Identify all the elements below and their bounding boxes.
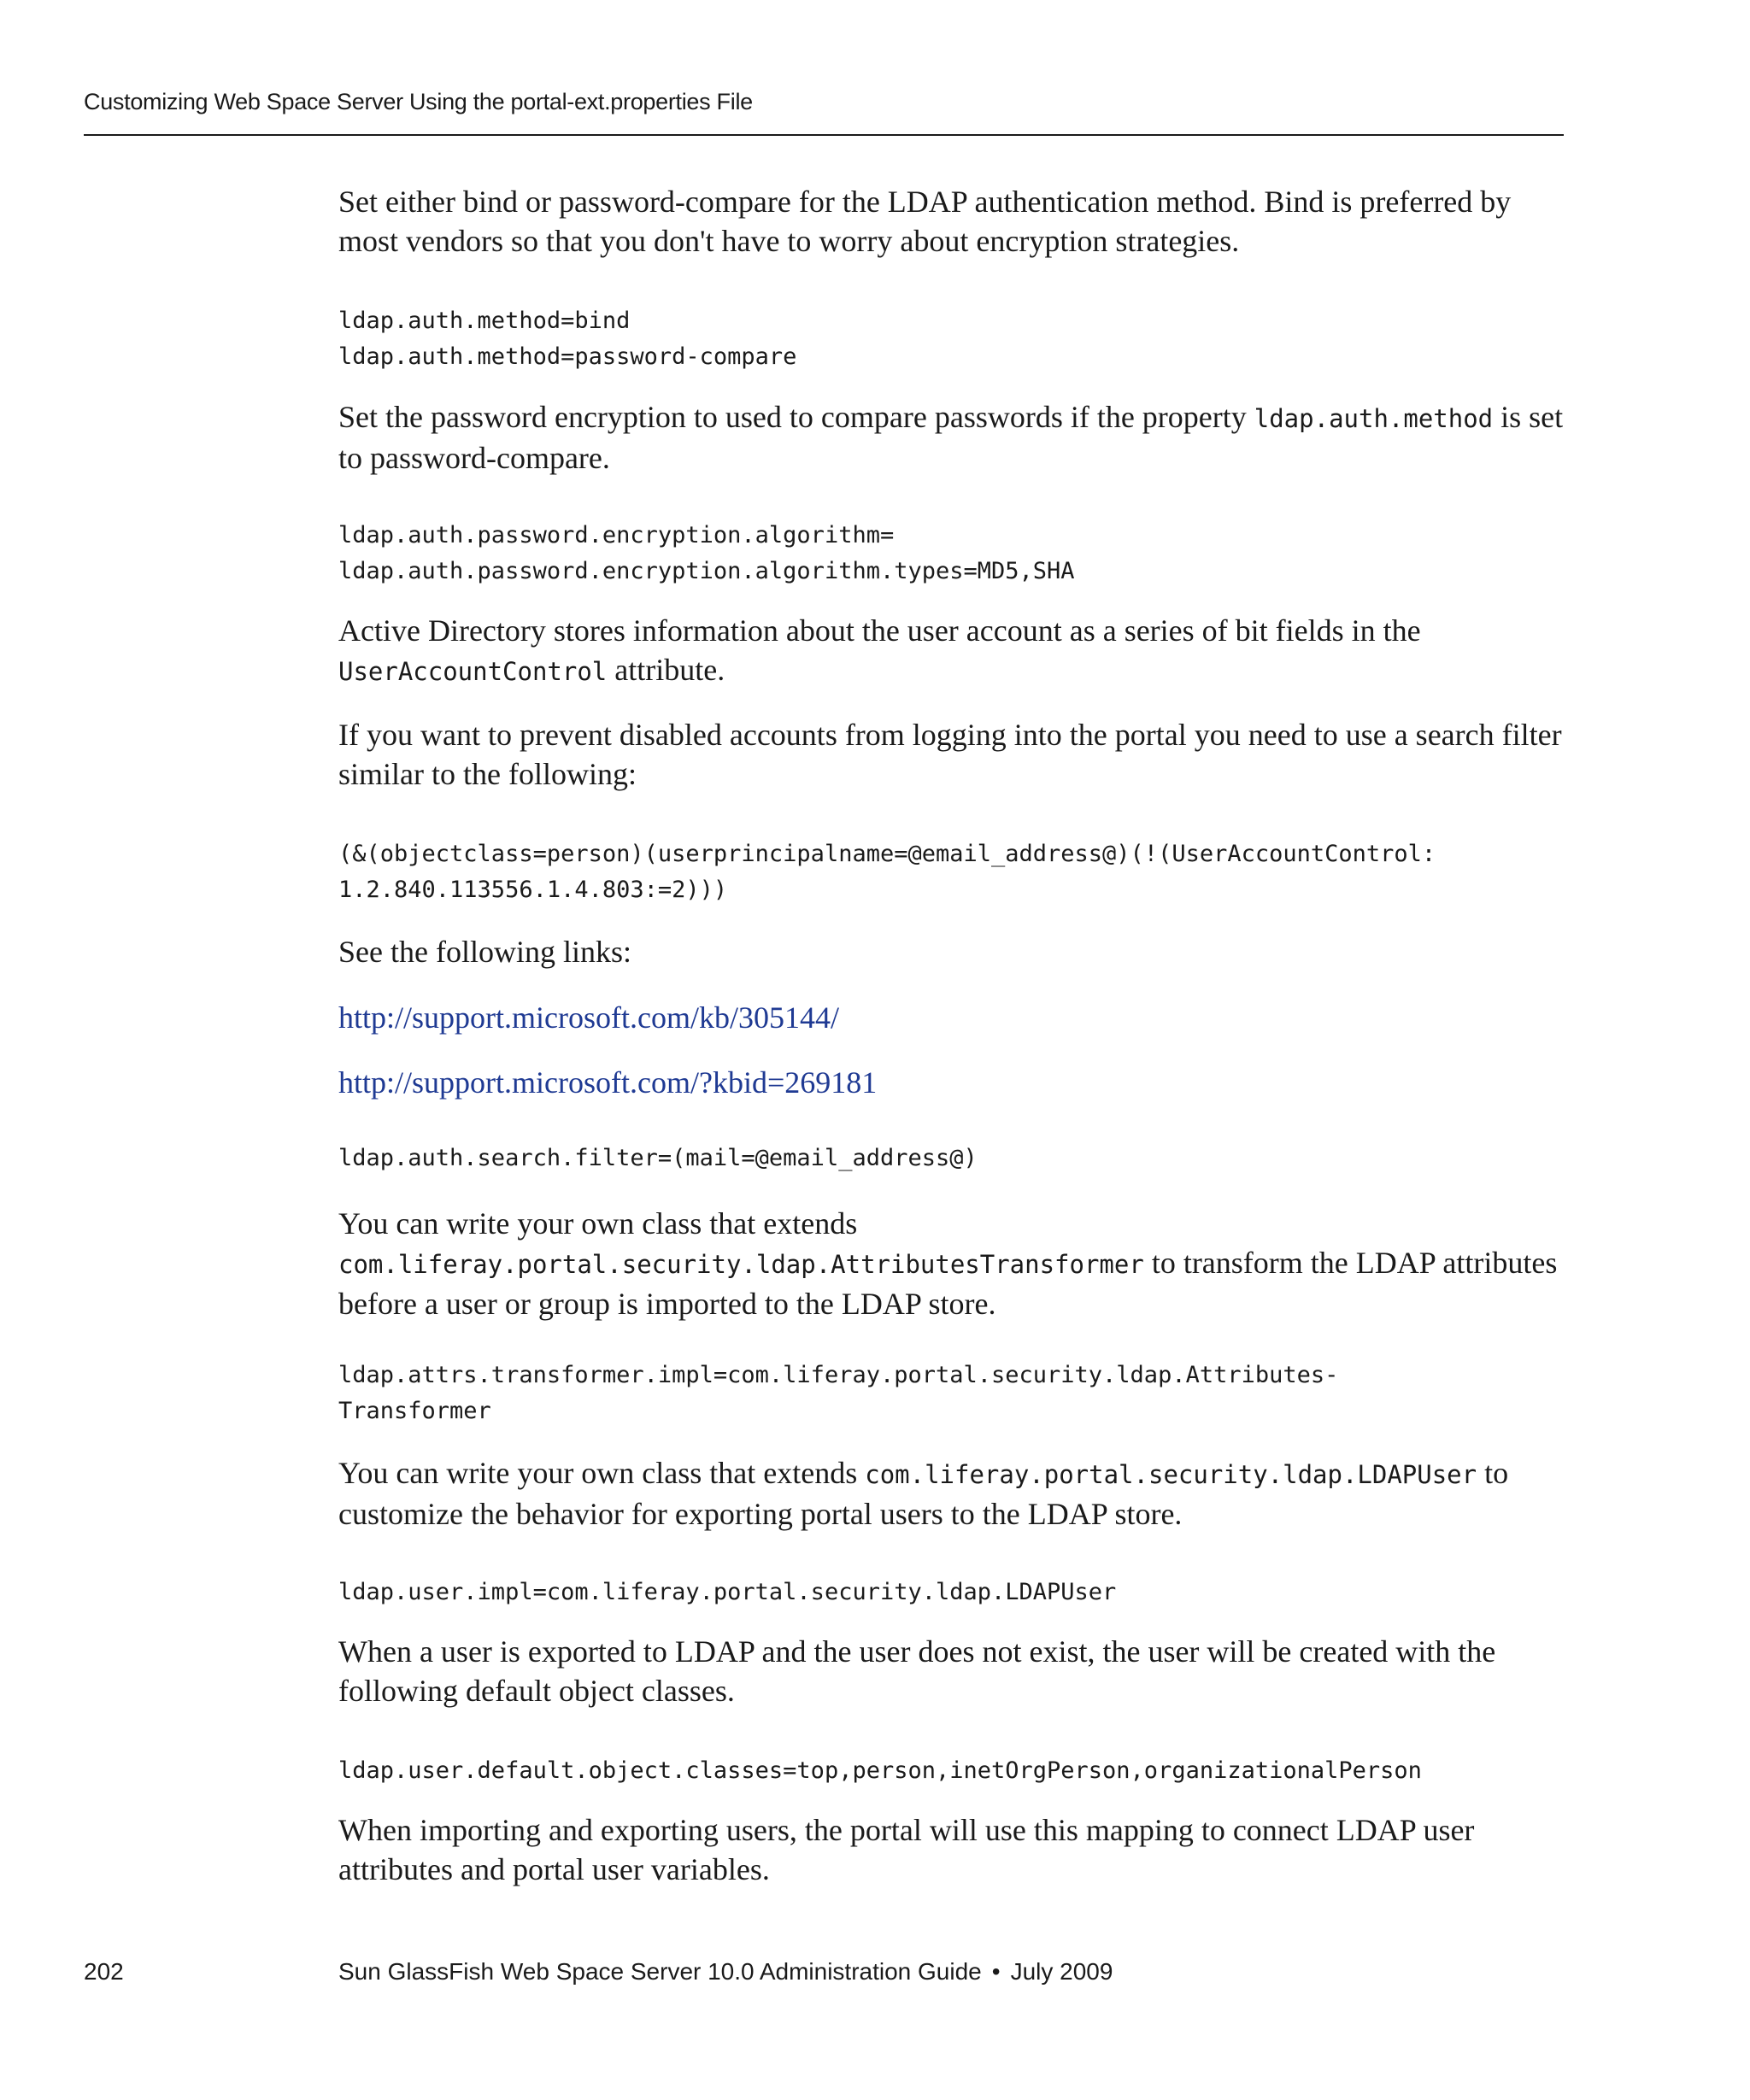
link-row-2 [338,1063,1569,1102]
text-fragment: is set to password-compare. [338,400,1564,475]
code-line: ldap.attrs.transformer.impl=com.liferay.portal.security.ldap.Attributes- [338,1362,1339,1388]
header-rule [84,134,1564,136]
code-line: (&(objectclass=person)(userprincipalname=@email_address@)(!(UserAccountControl: [338,841,1436,867]
link-kbid-269181[interactable]: http://support.microsoft.com/?kbid=269181 [338,1065,878,1100]
inline-code: UserAccountControl [338,657,608,686]
paragraph-attributes-transformer [338,1204,1569,1323]
paragraph-user-export: When a user is exported to LDAP and the user does not exist, the user will be created with the following default object classes. [338,1634,1496,1708]
text-fragment: Set the password encryption to used to compare passwords if the property [338,400,1254,434]
bullet-separator: • [991,1958,1001,1985]
code-line: ldap.user.default.object.classes=top,person,inetOrgPerson,organizationalPerson [338,1757,1422,1784]
inline-code: com.liferay.portal.security.ldap.LDAPUser [865,1460,1477,1489]
text-fragment: You can write your own class that extends [338,1206,858,1241]
code-line: ldap.auth.password.encryption.algorithm= [338,522,895,548]
link-row-1 [338,998,1569,1037]
code-line: ldap.auth.password.encryption.algorithm.types=MD5,SHA [338,558,1075,584]
code-block-auth-method [338,303,1569,375]
inline-code: ldap.auth.method [1254,404,1494,433]
publication-date: July 2009 [1010,1958,1113,1985]
code-line: Transformer [338,1398,491,1424]
code-block-search-filter [338,836,1569,908]
code-block-encryption-algorithm [338,518,1569,590]
text-fragment: to transform the LDAP attributes before a user or group is imported to the LDAP store. [338,1246,1558,1321]
inline-code: com.liferay.portal.security.ldap.AttributesTransformer [338,1250,1144,1279]
paragraph-ldap-auth-method: Set either bind or password-compare for the LDAP authentication method. Bind is preferred by most vendors so that you don't have to worry about encryption strategies. [338,185,1512,258]
paragraph-disabled-accounts: If you want to prevent disabled accounts from logging into the portal you need to use a search filter similar to the following: [338,718,1562,791]
code-block-transformer-impl [338,1358,1569,1429]
code-line: ldap.auth.method=password-compare [338,343,797,370]
code-block-mail-filter [338,1141,1569,1176]
code-block-user-impl [338,1575,1569,1610]
paragraph-ldap-user [338,1453,1569,1534]
code-line: ldap.auth.method=bind [338,308,631,334]
paragraph-active-directory [338,611,1569,691]
code-line: 1.2.840.113556.1.4.803:=2))) [338,877,728,903]
link-kb-305144[interactable]: http://support.microsoft.com/kb/305144/ [338,1000,839,1035]
code-line: ldap.user.impl=com.liferay.portal.security.ldap.LDAPUser [338,1579,1117,1605]
book-title: Sun GlassFish Web Space Server 10.0 Administration Guide [338,1958,982,1985]
paragraph-password-encryption [338,397,1569,478]
text-fragment: You can write your own class that extends [338,1456,866,1490]
paragraph-see-links: See the following links: [338,935,631,969]
paragraph-mapping: When importing and exporting users, the portal will use this mapping to connect LDAP user attributes and portal user variables. [338,1813,1475,1886]
code-line: ldap.auth.search.filter=(mail=@email_address@) [338,1145,978,1171]
code-block-object-classes [338,1753,1569,1789]
text-fragment: Active Directory stores information about the user account as a series of bit fields in the [338,613,1421,648]
footer-book-title [338,1958,1113,1986]
text-fragment: attribute. [607,653,725,687]
page-number: 202 [84,1958,124,1985]
running-header: Customizing Web Space Server Using the portal-ext.properties File [84,89,753,114]
text-fragment: to customize the behavior for exporting portal users to the LDAP store. [338,1456,1509,1531]
